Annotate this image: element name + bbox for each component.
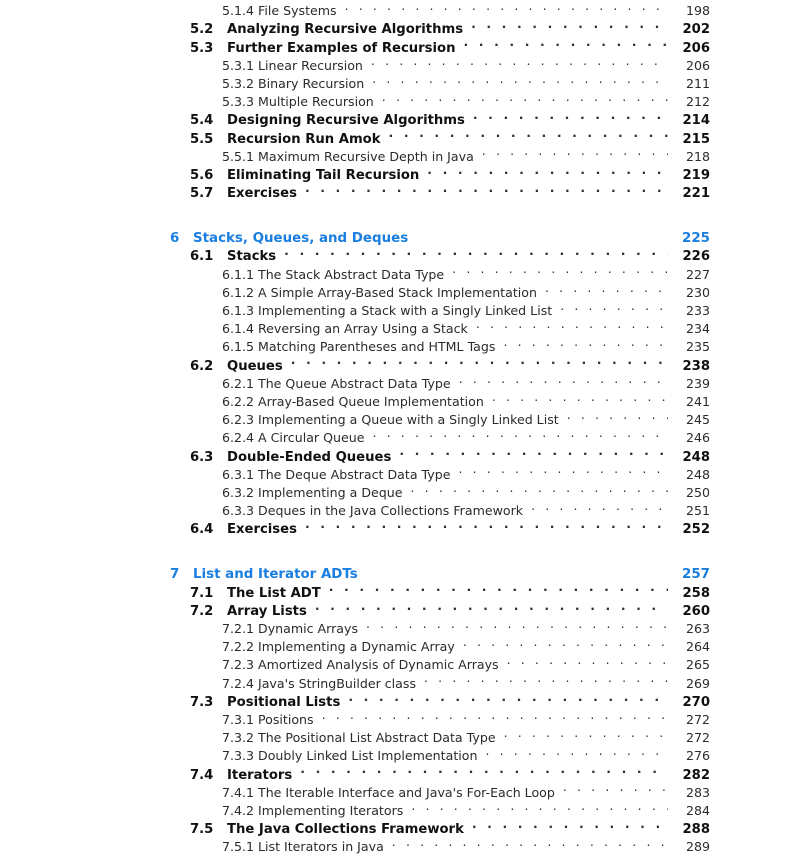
dot-leader [473, 106, 668, 124]
toc-entry-number: 6.4 [190, 522, 214, 538]
toc-entry-title: Queues [227, 358, 283, 374]
toc-entry-number: 6.1.3 [222, 303, 255, 318]
toc-entry-section[interactable] [0, 578, 800, 601]
toc-entry-subsection[interactable] [0, 52, 800, 73]
toc-entry-title: Exercises [227, 522, 297, 538]
dot-leader [567, 406, 668, 424]
toc-entry-number: 6.1.1 [222, 266, 255, 282]
toc-entry-page-number: 230 [685, 284, 710, 300]
toc-entry-number: 6.2.3 [222, 412, 255, 428]
toc-entry-title: Recursion Run Amok [227, 131, 381, 147]
toc-entry-page-number: 221 [682, 186, 710, 202]
toc-entry-title: Positions [258, 711, 314, 727]
dot-leader [563, 779, 668, 797]
dot-leader [476, 315, 668, 333]
toc-entry-title: The Stack Abstract Data Type [258, 266, 445, 282]
toc-entry-title: Stacks [227, 249, 277, 265]
toc-entry-subsection[interactable] [0, 615, 800, 636]
toc-entry-chapter[interactable] [0, 224, 800, 247]
toc-entry-title: Implementing a Queue with a Singly Linked List [258, 412, 559, 428]
toc-entry-page-number: 252 [682, 522, 710, 538]
toc-entry-title: Linear Recursion [258, 57, 363, 73]
toc-entry-subsection[interactable] [0, 497, 800, 519]
toc-entry-section[interactable] [0, 688, 800, 710]
dot-leader [545, 279, 668, 297]
toc-entry-section[interactable] [0, 15, 800, 38]
toc-entry-subsection[interactable] [0, 424, 800, 446]
toc-entry-section[interactable] [0, 242, 800, 265]
toc-entry-number: 5.5.1 [222, 148, 255, 164]
toc-entry-title: List and Iterator ADTs [193, 567, 358, 583]
toc-entry-page-number: 239 [685, 375, 710, 391]
dot-leader [504, 724, 668, 742]
toc-entry-title: Array-Based Queue Implementation [258, 393, 484, 409]
toc-entry-page-number: 276 [685, 748, 710, 764]
toc-entry-title: Binary Recursion [258, 75, 365, 91]
toc-entry-number: 6.3.3 [222, 503, 255, 519]
toc-entry-subsection[interactable] [0, 333, 800, 355]
toc-entry-section[interactable] [0, 351, 800, 374]
toc-entry-number: 7.2.1 [222, 621, 255, 636]
dot-leader [531, 497, 668, 515]
toc-entry-chapter[interactable] [0, 560, 800, 583]
toc-entry-title: Iterators [227, 767, 293, 783]
toc-entry-subsection[interactable] [0, 633, 800, 655]
toc-entry-page-number: 206 [682, 40, 710, 56]
toc-entry-subsection[interactable] [0, 297, 800, 318]
toc-entry-subsection[interactable] [0, 742, 800, 764]
toc-entry-section[interactable] [0, 815, 800, 838]
toc-entry-title: The Iterable Interface and Java's For-Each Loop [258, 784, 555, 800]
dot-leader [373, 424, 669, 442]
toc-entry-subsection[interactable] [0, 315, 800, 337]
toc-entry-title: Positional Lists [227, 694, 341, 710]
dot-leader [305, 179, 668, 197]
dot-leader [459, 370, 668, 388]
toc-entry-title: Further Examples of Recursion [227, 40, 456, 56]
dot-leader [315, 597, 668, 615]
toc-entry-page-number: 251 [685, 503, 710, 519]
toc-entry-section[interactable] [0, 106, 800, 129]
toc-entry-section[interactable] [0, 597, 800, 619]
toc-entry-page-number: 226 [682, 249, 710, 265]
toc-entry-number: 6.3.2 [222, 484, 255, 500]
toc-entry-number: 6.3 [190, 449, 214, 465]
toc-entry-page-number: 269 [685, 675, 710, 691]
dot-leader [452, 260, 668, 278]
toc-entry-title: The Java Collections Framework [227, 822, 464, 838]
dot-leader [300, 760, 668, 778]
toc-entry-page-number: 218 [685, 148, 710, 164]
toc-entry-subsection[interactable] [0, 88, 800, 110]
toc-entry-number: 5.3.1 [222, 57, 255, 73]
dot-leader [411, 479, 668, 497]
toc-entry-title: A Circular Queue [258, 430, 365, 446]
toc-entry-title: Amortized Analysis of Dynamic Arrays [258, 657, 499, 673]
toc-entry-page-number: 212 [685, 94, 710, 110]
toc-entry-page-number: 246 [685, 430, 710, 446]
toc-entry-number: 7.3.1 [222, 711, 255, 727]
toc-entry-subsection[interactable] [0, 669, 800, 691]
toc-entry-number: 6.3.1 [222, 466, 255, 482]
toc-entry-page-number: 289 [685, 839, 710, 855]
dot-leader [492, 388, 668, 406]
toc-entry-number: 7.2.2 [222, 639, 255, 655]
toc-entry-number: 5.3.2 [222, 75, 255, 91]
toc-entry-number: 5.3.3 [222, 94, 255, 110]
toc-entry-number: 6.2.2 [222, 393, 255, 409]
dot-leader [284, 242, 668, 260]
dot-leader [507, 651, 668, 669]
toc-entry-page-number: 215 [682, 131, 710, 147]
toc-entry-page-number: 264 [685, 639, 710, 655]
toc-entry-number: 5.7 [190, 186, 214, 202]
toc-entry-number: 7.1 [190, 585, 214, 601]
toc-entry-page-number: 238 [682, 358, 710, 374]
toc-entry-page-number: 257 [682, 567, 710, 583]
toc-entry-page-number: 282 [682, 767, 710, 783]
dot-leader [305, 515, 668, 533]
toc-entry-title: The Deque Abstract Data Type [258, 466, 451, 482]
toc-entry-number: 7.3 [190, 694, 214, 710]
toc-entry-subsection[interactable] [0, 279, 800, 300]
dot-leader [458, 461, 668, 479]
toc-entry-title: The List ADT [227, 585, 321, 601]
dot-leader [382, 88, 668, 106]
toc-entry-number: 5.4 [190, 113, 214, 129]
dot-leader [372, 70, 668, 88]
toc-entry-number: 5.3 [190, 40, 214, 56]
toc-entry-number: 7.4.1 [222, 784, 255, 800]
toc-entry-number: 7.3.2 [222, 730, 255, 746]
dot-leader [389, 124, 668, 142]
toc-entry-section[interactable] [0, 760, 800, 783]
toc-entry-number: 6 [170, 231, 180, 247]
dot-leader [464, 33, 669, 51]
dot-leader [482, 143, 668, 161]
toc-entry-number: 7.2.3 [222, 657, 255, 673]
toc-entry-page-number: 272 [685, 730, 710, 746]
toc-entry-subsection[interactable] [0, 479, 800, 500]
toc-entry-page-number: 263 [685, 621, 710, 636]
dot-leader [360, 560, 668, 578]
toc-entry-page-number: 235 [685, 339, 710, 355]
toc-entry-number: 6.2.1 [222, 375, 255, 391]
toc-entry-number: 6.1.2 [222, 284, 255, 300]
toc-entry-subsection[interactable] [0, 0, 800, 19]
toc-entry-title: Designing Recursive Algorithms [227, 113, 465, 129]
toc-entry-subsection[interactable] [0, 797, 800, 818]
dot-leader [411, 797, 668, 815]
toc-entry-page-number: 233 [685, 303, 710, 318]
dot-leader [463, 633, 668, 651]
toc-entry-page-number: 206 [685, 57, 710, 73]
toc-entry-title: Array Lists [227, 603, 307, 619]
toc-entry-subsection[interactable] [0, 461, 800, 482]
toc-entry-subsection[interactable] [0, 724, 800, 746]
toc-entry-number: 6.2.4 [222, 430, 255, 446]
toc-entry-page-number: 284 [685, 802, 710, 818]
toc-entry-title: Implementing Iterators [258, 802, 404, 818]
toc-entry-number: 7.5.1 [222, 839, 255, 855]
toc-entry-title: Implementing a Stack with a Singly Linked List [258, 303, 553, 318]
toc-entry-title: Reversing an Array Using a Stack [258, 321, 468, 337]
dot-leader [399, 442, 668, 460]
toc-entry-page-number: 211 [685, 75, 710, 91]
dot-leader [392, 833, 668, 851]
dot-leader [371, 52, 668, 70]
toc-entry-number: 6.1 [190, 249, 214, 265]
toc-entry-page-number: 270 [682, 694, 710, 710]
dot-leader [329, 578, 668, 596]
toc-entry-number: 7.4 [190, 767, 214, 783]
toc-entry-title: Implementing a Deque [258, 484, 403, 500]
toc-entry-number: 7 [170, 567, 180, 583]
dot-leader [366, 615, 668, 633]
toc-entry-subsection[interactable] [0, 388, 800, 409]
toc-entry-subsection[interactable] [0, 779, 800, 800]
toc-entry-title: List Iterators in Java [258, 839, 384, 855]
toc-entry-title: Matching Parentheses and HTML Tags [258, 339, 496, 355]
dot-leader [291, 351, 668, 369]
dot-leader [427, 161, 668, 179]
toc-entry-number: 5.2 [190, 22, 214, 38]
toc-entry-number: 6.1.5 [222, 339, 255, 355]
toc-entry-subsection[interactable] [0, 833, 800, 855]
toc-entry-subsection[interactable] [0, 651, 800, 673]
toc-entry-subsection[interactable] [0, 143, 800, 164]
toc-entry-number: 5.1.4 [222, 3, 255, 19]
toc-entry-page-number: 258 [682, 585, 710, 601]
toc-entry-page-number: 241 [685, 393, 710, 409]
toc-entry-number: 5.6 [190, 167, 214, 183]
toc-entry-title: Deques in the Java Collections Framework [258, 503, 524, 519]
toc-entry-page-number: 272 [685, 711, 710, 727]
toc-entry-page-number: 234 [685, 321, 710, 337]
toc-entry-section[interactable] [0, 442, 800, 465]
dot-leader [503, 333, 668, 351]
toc-entry-page-number: 283 [685, 784, 710, 800]
toc-entry-page-number: 248 [682, 449, 710, 465]
dot-leader [560, 297, 668, 315]
toc-entry-subsection[interactable] [0, 260, 800, 282]
toc-entry-title: Maximum Recursive Depth in Java [258, 148, 474, 164]
toc-entry-title: Java's StringBuilder class [258, 675, 417, 691]
toc-entry-title: A Simple Array-Based Stack Implementation [258, 284, 537, 300]
toc-entry-section[interactable] [0, 515, 800, 538]
toc-entry-title: Analyzing Recursive Algorithms [227, 22, 464, 38]
toc-entry-section[interactable] [0, 33, 800, 56]
toc-entry-title: Double-Ended Queues [227, 449, 392, 465]
toc-entry-section[interactable] [0, 179, 800, 202]
toc-entry-title: Implementing a Dynamic Array [258, 639, 455, 655]
dot-leader [485, 742, 668, 760]
dot-leader [472, 815, 668, 833]
toc-entry-page-number: 214 [682, 113, 710, 129]
toc-entry-subsection[interactable] [0, 370, 800, 391]
dot-leader [410, 224, 668, 242]
toc-entry-page-number: 227 [685, 266, 710, 282]
toc-entry-number: 7.5 [190, 822, 214, 838]
dot-leader [471, 15, 668, 33]
toc-entry-section[interactable] [0, 124, 800, 147]
toc-entry-number: 6.1.4 [222, 321, 255, 337]
toc-entry-title: The Queue Abstract Data Type [258, 375, 451, 391]
toc-entry-title: Doubly Linked List Implementation [258, 748, 478, 764]
toc-entry-number: 7.4.2 [222, 802, 255, 818]
toc-entry-subsection[interactable] [0, 406, 800, 428]
toc-entry-title: Multiple Recursion [258, 94, 374, 110]
toc-entry-title: Stacks, Queues, and Deques [193, 231, 409, 247]
toc-entry-page-number: 288 [682, 822, 710, 838]
toc-entry-number: 7.2.4 [222, 675, 255, 691]
toc-entry-title: The Positional List Abstract Data Type [258, 730, 496, 746]
dot-leader [322, 706, 668, 724]
toc-entry-number: 7.2 [190, 603, 214, 619]
toc-entry-title: Dynamic Arrays [258, 621, 359, 636]
toc-entry-page-number: 225 [682, 231, 710, 247]
toc-entry-title: Eliminating Tail Recursion [227, 167, 420, 183]
toc-entry-page-number: 248 [685, 466, 710, 482]
toc-entry-page-number: 198 [685, 3, 710, 19]
toc-entry-number: 7.3.3 [222, 748, 255, 764]
toc-entry-number: 5.5 [190, 131, 214, 147]
toc-entry-page-number: 245 [685, 412, 710, 428]
toc-entry-page-number: 202 [682, 22, 710, 38]
toc-entry-subsection[interactable] [0, 70, 800, 91]
toc-entry-number: 6.2 [190, 358, 214, 374]
toc-entry-title: File Systems [258, 3, 337, 19]
toc-entry-title: Exercises [227, 186, 297, 202]
toc-entry-page-number: 250 [685, 484, 710, 500]
toc-entry-page-number: 260 [682, 603, 710, 619]
toc-entry-page-number: 219 [682, 167, 710, 183]
dot-leader [348, 688, 668, 706]
dot-leader [424, 669, 668, 687]
toc-entry-page-number: 265 [685, 657, 710, 673]
dot-leader [345, 0, 668, 15]
toc-entry-section[interactable] [0, 161, 800, 183]
toc-entry-subsection[interactable] [0, 706, 800, 727]
